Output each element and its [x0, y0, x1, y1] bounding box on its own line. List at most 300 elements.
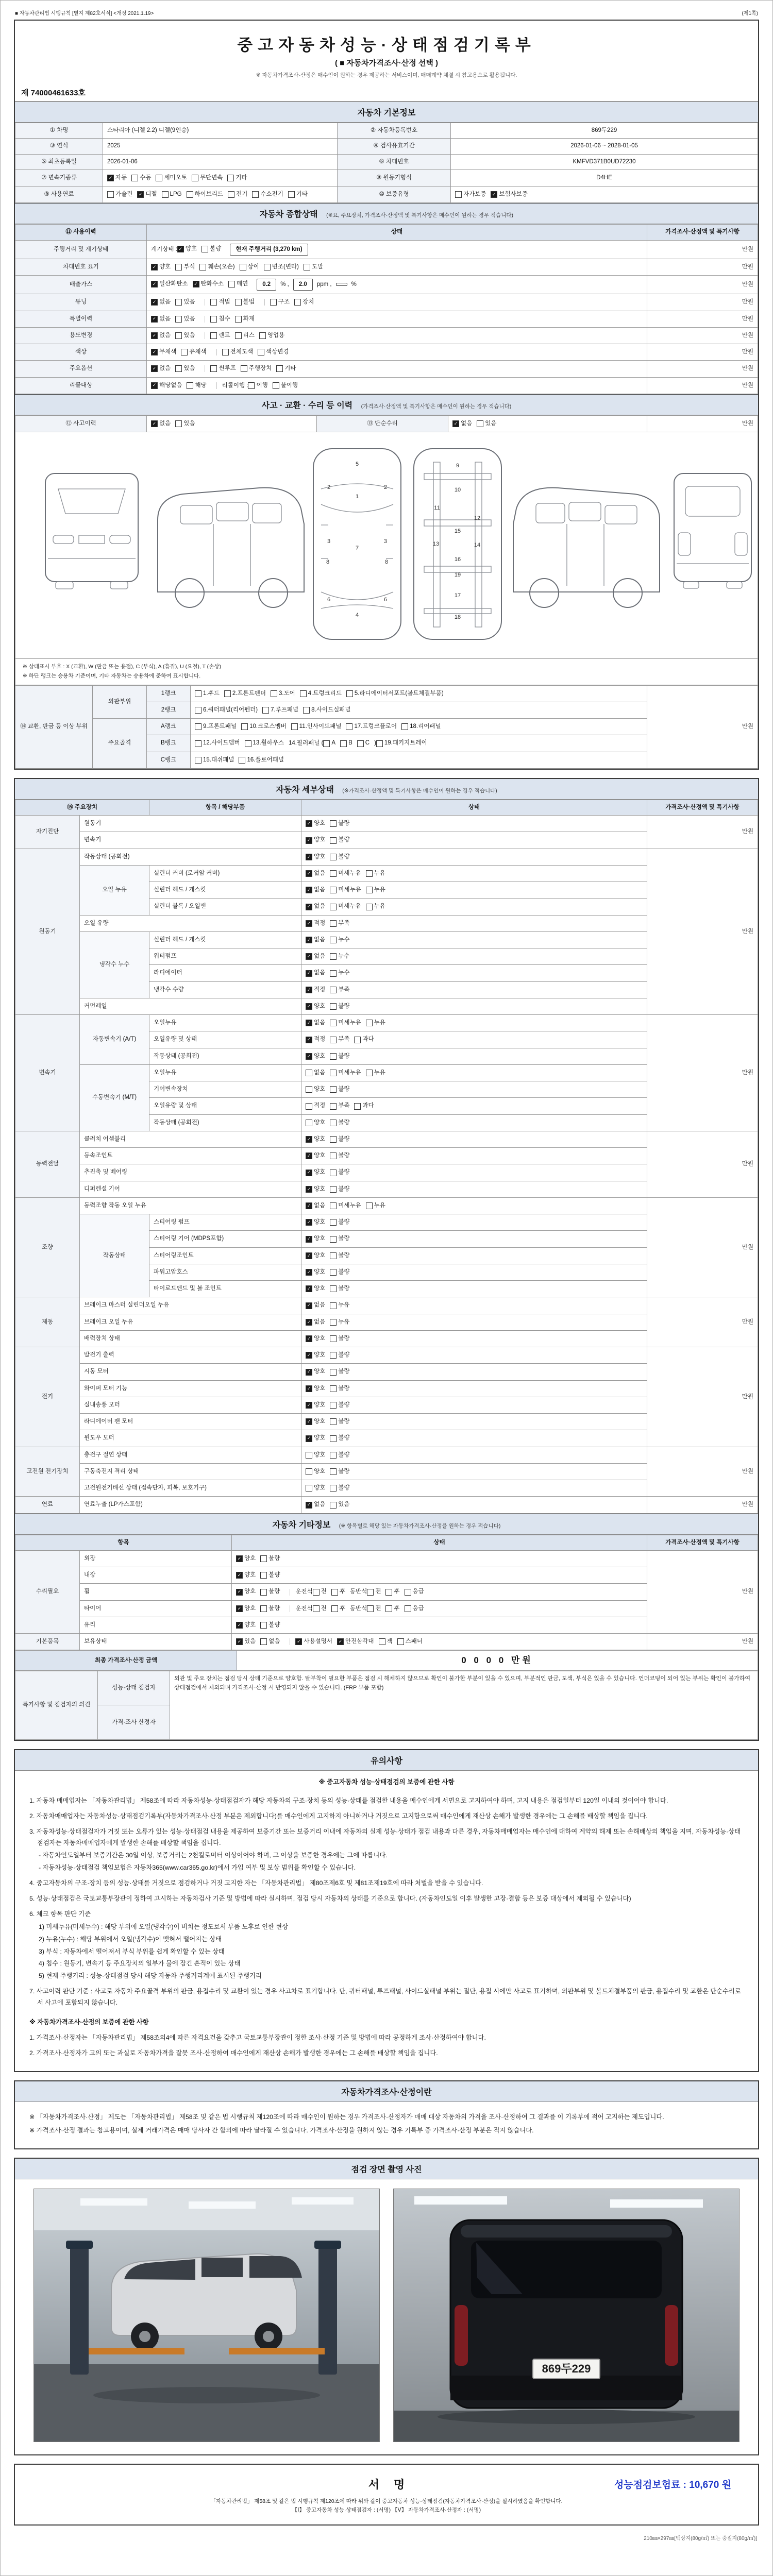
checkbox-후[interactable]: [331, 1604, 345, 1613]
cell: [232, 1584, 647, 1600]
checkbox-양호[interactable]: [151, 263, 171, 272]
checkbox-있음[interactable]: [175, 364, 195, 373]
checkbox-empty-icon: [330, 1402, 337, 1409]
checkbox-무단변속[interactable]: [192, 174, 223, 182]
accident-title: 사고 · 교환 · 수리 등 이력: [261, 401, 353, 410]
checkbox-불량[interactable]: [330, 1052, 349, 1061]
checkbox-label: 양호: [244, 1621, 256, 1628]
checkbox-유채색[interactable]: [181, 348, 206, 357]
checkbox-불량[interactable]: [330, 1434, 349, 1443]
checkbox-사용설명서[interactable]: [295, 1637, 332, 1646]
cell: [301, 1497, 647, 1513]
checkbox-label: 없음: [159, 299, 171, 306]
checkbox-LPG[interactable]: [162, 190, 182, 199]
checkbox-label: 일산화탄소: [159, 281, 188, 287]
checkbox-있음[interactable]: [175, 315, 195, 324]
checkbox-자동[interactable]: [107, 174, 127, 182]
cell: 고전원 전기장치: [15, 1447, 80, 1497]
checkbox-전체도색[interactable]: [222, 348, 253, 357]
checkbox-양호[interactable]: [177, 245, 197, 253]
cell: [147, 327, 647, 344]
checkbox-label: 전기: [236, 191, 248, 197]
checkbox-불량[interactable]: [201, 245, 221, 253]
checkbox-도말[interactable]: [304, 263, 323, 272]
checkbox-해당[interactable]: [187, 381, 206, 390]
checkbox-해당없음[interactable]: [151, 381, 182, 390]
checkbox-양호[interactable]: [306, 1417, 325, 1426]
checkbox-label: 양호: [314, 820, 326, 827]
checkbox-전[interactable]: [367, 1604, 381, 1613]
column-header-cell: 항목: [15, 1535, 232, 1550]
checkbox-전[interactable]: [367, 1587, 381, 1596]
checkbox-checked-icon: ✓: [151, 349, 158, 355]
checkbox-11.인사이드패널[interactable]: [291, 722, 342, 731]
checkbox-과다[interactable]: [354, 1101, 374, 1110]
checkbox-checked-icon: ✓: [107, 175, 114, 181]
checkbox-양호[interactable]: [306, 1052, 325, 1061]
car-top-exterior-view: [313, 449, 401, 639]
checkbox-label: 수소전기: [260, 191, 283, 197]
checkbox-불량[interactable]: [330, 1218, 349, 1227]
checkbox-label: 전: [375, 1605, 381, 1612]
checkbox-불량[interactable]: [330, 1401, 349, 1410]
checkbox-checked-icon: ✓: [236, 1572, 243, 1579]
checkbox-18.리어패널[interactable]: [401, 722, 441, 731]
checkbox-9.프론트패널[interactable]: [195, 722, 237, 731]
table-row: [15, 1064, 758, 1081]
checkbox-6.쿼터패널(리어펜더)[interactable]: [195, 706, 258, 715]
checkbox-장치[interactable]: [294, 298, 314, 307]
checkbox-있음[interactable]: [175, 298, 195, 307]
checkbox-불량[interactable]: [330, 1484, 349, 1493]
signature-block: [15, 2465, 758, 2525]
checkbox-없음[interactable]: [260, 1637, 280, 1646]
checkbox-하이브리드[interactable]: [187, 190, 224, 199]
checkbox-리스[interactable]: [235, 331, 255, 340]
price-info-header: [15, 2081, 758, 2102]
checkbox-label: 없음: [314, 887, 326, 893]
checkbox-없음[interactable]: [452, 419, 472, 428]
checkbox-양호[interactable]: [306, 1434, 325, 1443]
checkbox-양호[interactable]: [306, 1451, 325, 1460]
cell: 내장: [80, 1567, 232, 1584]
checkbox-불량[interactable]: [330, 1002, 349, 1011]
checkbox-누유[interactable]: [366, 886, 385, 894]
checkbox-checked-icon: ✓: [151, 420, 158, 427]
checkbox-양호[interactable]: [306, 1334, 325, 1343]
detail-grid: [15, 800, 758, 1514]
opinion-grid: [15, 1671, 758, 1740]
checkbox-15.대쉬패널[interactable]: [195, 756, 234, 765]
checkbox-누유[interactable]: [366, 869, 385, 878]
checkbox-있음[interactable]: [330, 1500, 349, 1509]
checkbox-없음[interactable]: [151, 364, 171, 373]
checkbox-양호[interactable]: [236, 1554, 256, 1563]
checkbox-empty-icon: [228, 281, 235, 287]
checkbox-없음[interactable]: [306, 902, 325, 911]
checkbox-불량[interactable]: [330, 1085, 349, 1094]
checkbox-전[interactable]: [313, 1604, 327, 1613]
checkbox-적정[interactable]: [306, 919, 325, 928]
checkbox-양호[interactable]: [306, 1234, 325, 1243]
checkbox-8.사이드실패널[interactable]: [303, 706, 350, 715]
checkbox-불량[interactable]: [330, 1234, 349, 1243]
checkbox-C[interactable]: [357, 739, 369, 748]
damage-legend: [15, 659, 758, 685]
checkbox-탄화수소[interactable]: [193, 280, 224, 289]
checkbox-불량[interactable]: [330, 853, 349, 861]
cell: 스티어링조인트: [149, 1247, 301, 1264]
checkbox-렌트[interactable]: [210, 331, 230, 340]
checkbox-부족[interactable]: [330, 1035, 349, 1044]
checkbox-양호[interactable]: [306, 1002, 325, 1011]
checkbox-누유[interactable]: [366, 902, 385, 911]
checkbox-있음[interactable]: [477, 419, 496, 428]
checkbox-과다[interactable]: [354, 1035, 374, 1044]
checkbox-양호[interactable]: [306, 1351, 325, 1360]
checkbox-checked-icon: ✓: [306, 987, 312, 993]
checkbox-empty-icon: [264, 264, 271, 270]
cell: 만원: [647, 1297, 758, 1347]
signature-row: [24, 2469, 749, 2497]
checkbox-없음[interactable]: [306, 1318, 325, 1327]
cell: 만원: [647, 1497, 758, 1513]
checkbox-양호[interactable]: [306, 1268, 325, 1277]
checkbox-불량[interactable]: [330, 1417, 349, 1426]
checkbox-A[interactable]: [323, 739, 335, 748]
checkbox-썬루프[interactable]: [210, 364, 236, 373]
car-damage-diagram: [15, 432, 758, 659]
checkbox-10.크로스멤버[interactable]: [241, 722, 287, 731]
checkbox-전기[interactable]: [228, 190, 247, 199]
checkbox-불량[interactable]: [260, 1604, 280, 1613]
checkbox-자가보증[interactable]: [455, 190, 486, 199]
checkbox-양호[interactable]: [306, 1168, 325, 1177]
checkbox-empty-icon: [330, 987, 337, 993]
checkbox-없음[interactable]: [151, 419, 171, 428]
checkbox-주행장치[interactable]: [241, 364, 272, 373]
checkbox-부족[interactable]: [330, 919, 349, 928]
signature-legal-lines: [24, 2497, 749, 2519]
cell: 성능·상태 점검자: [98, 1671, 170, 1705]
checkbox-부족[interactable]: [330, 986, 349, 994]
checkbox-적정[interactable]: [306, 986, 325, 994]
checkbox-checked-icon: ✓: [306, 1285, 312, 1292]
cell: [301, 1330, 647, 1347]
checkbox-empty-icon: [276, 365, 283, 372]
checkbox-양호[interactable]: [236, 1571, 256, 1580]
checkbox-응급[interactable]: [405, 1587, 424, 1596]
checkbox-양호[interactable]: [306, 1484, 325, 1493]
cell: 연료: [15, 1497, 80, 1513]
checkbox-없음[interactable]: [306, 936, 325, 944]
checkbox-불량[interactable]: [330, 1168, 349, 1177]
checkbox-침수[interactable]: [210, 315, 230, 324]
checkbox-응급[interactable]: [405, 1604, 424, 1613]
checkbox-불량[interactable]: [330, 1185, 349, 1194]
checkbox-불법[interactable]: [235, 298, 255, 307]
checkbox-불량[interactable]: [330, 819, 349, 828]
notice-subitem: - 자동차성능·상태점검 책임보험은 자동차365(www.car365.go.kr)에서 가입 여부 및 보상 범위를 확인할 수 있습니다.: [39, 1864, 356, 1872]
checkbox-empty-icon: [252, 191, 259, 198]
checkbox-양호[interactable]: [236, 1604, 256, 1613]
checkbox-안전삼각대[interactable]: [337, 1637, 374, 1646]
checkbox-수소전기[interactable]: [252, 190, 283, 199]
checkbox-empty-icon: [346, 723, 352, 730]
checkbox-색상변경[interactable]: [258, 348, 289, 357]
detail-table: [15, 800, 758, 1514]
checkbox-checked-icon: ✓: [306, 953, 312, 960]
checkbox-양호[interactable]: [306, 1251, 325, 1260]
checkbox-13.휠하우스[interactable]: [245, 739, 284, 748]
checkbox-checked-icon: ✓: [337, 1638, 344, 1645]
cell: [301, 865, 647, 882]
checkbox-양호[interactable]: [306, 1284, 325, 1293]
checkbox-불량[interactable]: [330, 836, 349, 844]
checkbox-변조(변타)[interactable]: [264, 263, 299, 272]
checkbox-label: 없음: [159, 332, 171, 338]
checkbox-화재[interactable]: [235, 315, 255, 324]
checkbox-checked-icon: ✓: [306, 1186, 312, 1193]
checkbox-부식[interactable]: [175, 263, 195, 272]
checkbox-양호[interactable]: [236, 1621, 256, 1630]
checkbox-label: 응급: [412, 1605, 424, 1612]
checkbox-불량[interactable]: [330, 1351, 349, 1360]
checkbox-label: 4.트렁크리드: [308, 690, 342, 697]
cell: [103, 187, 338, 203]
checkbox-누유[interactable]: [330, 1301, 349, 1310]
checkbox-미세누유[interactable]: [330, 1019, 361, 1027]
checkbox-불량[interactable]: [260, 1571, 280, 1580]
checkbox-4.트렁크리드[interactable]: [300, 689, 342, 698]
checkbox-누유[interactable]: [366, 1069, 385, 1077]
checkbox-empty-icon: [175, 420, 182, 427]
checkbox-1.후드[interactable]: [195, 689, 220, 698]
cell: 만원: [647, 1015, 758, 1131]
checkbox-불량[interactable]: [330, 1334, 349, 1343]
checkbox-불량[interactable]: [330, 1467, 349, 1476]
checkbox-label: 불량: [338, 1335, 350, 1342]
checkbox-구조[interactable]: [270, 298, 290, 307]
checkbox-불량[interactable]: [330, 1367, 349, 1376]
cell: 변속기: [80, 832, 301, 849]
page-subtitle: ( ■ 자동차가격조사·산정 선택 ): [334, 59, 439, 67]
checkbox-checked-icon: ✓: [151, 264, 158, 270]
checkbox-label: 불량: [338, 1468, 350, 1475]
checkbox-없음[interactable]: [151, 315, 171, 324]
checkbox-없음[interactable]: [306, 1301, 325, 1310]
checkbox-없음[interactable]: [306, 886, 325, 894]
checkbox-양호[interactable]: [306, 853, 325, 861]
checkbox-없음[interactable]: [306, 1500, 325, 1509]
cell: [301, 1347, 647, 1364]
checkbox-불량[interactable]: [330, 1384, 349, 1393]
table-row: [15, 832, 758, 849]
column-header-cell: 상태: [301, 800, 647, 815]
checkbox-16.플로어패널[interactable]: [239, 756, 284, 765]
checkbox-없음[interactable]: [306, 1201, 325, 1210]
checkbox-empty-icon: [330, 1020, 337, 1026]
checkbox-불량[interactable]: [330, 1251, 349, 1260]
checkbox-미세누유[interactable]: [330, 886, 361, 894]
checkbox-12.사이드멤버[interactable]: [195, 739, 240, 748]
checkbox-불량[interactable]: [330, 1151, 349, 1160]
checkbox-영업용[interactable]: [259, 331, 284, 340]
checkbox-label: 없음: [314, 970, 326, 976]
checkbox-양호[interactable]: [306, 1467, 325, 1476]
checkbox-empty-icon: [330, 887, 337, 893]
checkbox-미세누유[interactable]: [330, 1069, 361, 1077]
checkbox-label: 있음: [183, 420, 195, 427]
cell: 만원: [647, 294, 758, 311]
checkbox-누수[interactable]: [330, 936, 349, 944]
checkbox-17.트렁크플로어[interactable]: [346, 722, 397, 731]
checkbox-양호[interactable]: [306, 1185, 325, 1194]
checkbox-불량[interactable]: [330, 1268, 349, 1277]
checkbox-양호[interactable]: [306, 1085, 325, 1094]
checkbox-디젤[interactable]: [137, 190, 157, 199]
checkbox-적정[interactable]: [306, 1035, 325, 1044]
cell: 와이퍼 모터 기능: [80, 1380, 301, 1397]
checkbox-누유[interactable]: [366, 1019, 385, 1027]
checkbox-일산화탄소[interactable]: [151, 280, 188, 289]
table-row: [15, 187, 758, 203]
checkbox-양호[interactable]: [306, 1367, 325, 1376]
cell: 색상: [15, 344, 147, 361]
checkbox-불량[interactable]: [330, 1284, 349, 1293]
checkbox-상이[interactable]: [240, 263, 259, 272]
cell: 스티어링 기어 (MDPS포함): [149, 1231, 301, 1247]
checkbox-없음[interactable]: [306, 969, 325, 977]
checkbox-empty-icon: [260, 1622, 267, 1629]
checkbox-불량[interactable]: [330, 1451, 349, 1460]
checkbox-없음[interactable]: [306, 869, 325, 878]
checkbox-있음[interactable]: [175, 331, 195, 340]
checkbox-누유[interactable]: [366, 1201, 385, 1210]
checkbox-잭[interactable]: [379, 1637, 393, 1646]
checkbox-미세누유[interactable]: [330, 869, 361, 878]
checkbox-누수[interactable]: [330, 952, 349, 961]
checkbox-19.패키지트레이[interactable]: [376, 739, 427, 748]
checkbox-label: 적정: [314, 1103, 326, 1109]
checkbox-empty-icon: [330, 1252, 337, 1259]
checkbox-label: 양호: [314, 1219, 326, 1226]
checkbox-있음[interactable]: [175, 419, 195, 428]
checkbox-양호[interactable]: [306, 1401, 325, 1410]
checkbox-무채색[interactable]: [151, 348, 176, 357]
checkbox-미세누유[interactable]: [330, 902, 361, 911]
checkbox-2.프론트펜더[interactable]: [224, 689, 266, 698]
detail-title: 자동차 세부상태: [276, 785, 334, 794]
checkbox-적법[interactable]: [210, 298, 230, 307]
value-box: 현재 주행거리 (3,270 km): [230, 244, 308, 256]
checkbox-세미오토[interactable]: [156, 174, 187, 182]
checkbox-7.루프패널[interactable]: [262, 706, 298, 715]
checkbox-가솔린[interactable]: [107, 190, 132, 199]
checkbox-불량[interactable]: [330, 1118, 349, 1127]
checkbox-양호[interactable]: [236, 1587, 256, 1596]
checkbox-empty-icon: [303, 707, 310, 714]
checkbox-양호[interactable]: [306, 819, 325, 828]
cell: 동력전달: [15, 1131, 80, 1197]
checkbox-후[interactable]: [385, 1587, 399, 1596]
checkbox-누유[interactable]: [330, 1318, 349, 1327]
checkbox-label: 주행장치: [248, 365, 272, 372]
checkbox-누수[interactable]: [330, 969, 349, 977]
checkbox-스패너[interactable]: [397, 1637, 423, 1646]
checkbox-없음[interactable]: [151, 298, 171, 307]
checkbox-미세누유[interactable]: [330, 1201, 361, 1210]
cell: 주요골격: [93, 719, 147, 769]
checkbox-기타[interactable]: [227, 174, 247, 182]
checkbox-label: 없음: [314, 1501, 326, 1508]
checkbox-매연[interactable]: [228, 280, 248, 289]
cell: 2026-01-06: [103, 154, 338, 170]
checkbox-후[interactable]: [331, 1587, 345, 1596]
checkbox-양호[interactable]: [306, 1135, 325, 1144]
checkbox-3.도어[interactable]: [271, 689, 295, 698]
checkbox-label: 하이브리드: [194, 191, 224, 197]
checkbox-양호[interactable]: [306, 1384, 325, 1393]
cell: 만원: [647, 1197, 758, 1297]
diagram-number: 19: [454, 572, 461, 578]
cell: C랭크: [147, 752, 191, 768]
cell: 배출가스: [15, 276, 147, 294]
checkbox-불량[interactable]: [330, 1135, 349, 1144]
checkbox-기타[interactable]: [276, 364, 296, 373]
checkbox-없음[interactable]: [306, 952, 325, 961]
checkbox-후[interactable]: [385, 1604, 399, 1613]
checkbox-양호[interactable]: [306, 1118, 325, 1127]
checkbox-label: 구조: [278, 299, 290, 306]
checkbox-불량[interactable]: [260, 1621, 280, 1630]
checkbox-불이행[interactable]: [273, 381, 298, 390]
checkbox-없음[interactable]: [306, 1019, 325, 1027]
checkbox-불량[interactable]: [260, 1554, 280, 1563]
checkbox-5.라디에이터서포트(볼트체결부품)[interactable]: [346, 689, 444, 698]
cell: [301, 882, 647, 899]
checkbox-없음[interactable]: [306, 1069, 325, 1077]
table-row: [15, 154, 758, 170]
checkbox-수동[interactable]: [131, 174, 151, 182]
checkbox-있음[interactable]: [236, 1637, 256, 1646]
checkbox-양호[interactable]: [306, 1151, 325, 1160]
table-row: [15, 225, 758, 240]
checkbox-checked-icon: ✓: [193, 281, 199, 287]
checkbox-양호[interactable]: [306, 1218, 325, 1227]
inline-text: % ,: [280, 281, 289, 287]
checkbox-label: 1.후드: [203, 690, 220, 697]
checkbox-기타[interactable]: [288, 190, 308, 199]
checkbox-label: 훼손(오손): [208, 263, 235, 270]
checkbox-불량[interactable]: [260, 1587, 280, 1596]
checkbox-없음[interactable]: [151, 331, 171, 340]
checkbox-이행[interactable]: [248, 381, 267, 390]
accident-header: [15, 394, 758, 415]
car-side-left-view: [158, 488, 304, 607]
checkbox-훼손(오손)[interactable]: [199, 263, 234, 272]
checkbox-부족[interactable]: [330, 1101, 349, 1110]
checkbox-양호[interactable]: [306, 836, 325, 844]
checkbox-보험사보증[interactable]: [491, 190, 528, 199]
checkbox-empty-icon: [291, 723, 298, 730]
checkbox-B[interactable]: [340, 739, 352, 748]
car-front-view: [45, 473, 138, 589]
cell: 만원: [647, 1550, 758, 1633]
accidentParts-grid: [15, 685, 758, 769]
checkbox-전[interactable]: [313, 1587, 327, 1596]
checkbox-적정[interactable]: [306, 1101, 325, 1110]
